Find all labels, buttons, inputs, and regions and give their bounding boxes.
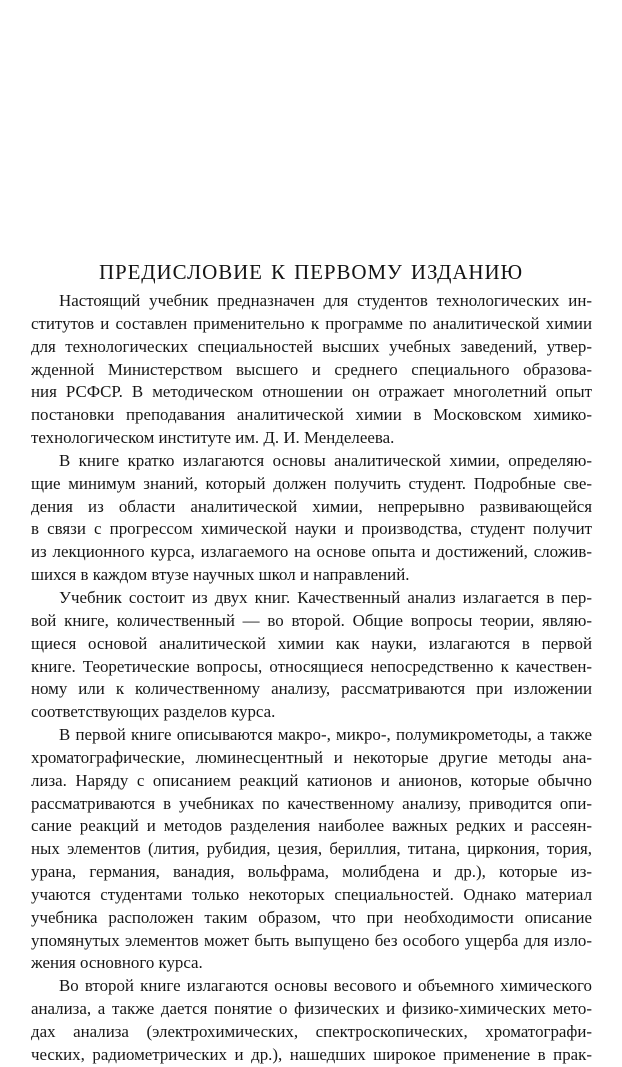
text-line: ститутов и составлен применительно к программе по аналитической химии	[31, 313, 592, 333]
text-line: ных элементов (лития, рубидия, цезия, бериллия, титана, циркония, тория,	[31, 839, 592, 859]
text-line: жения основного курса.	[31, 953, 203, 973]
text-line: ному или к количественному анализу, рассматриваются при изложении	[31, 679, 592, 699]
text-line: Настоящий учебник предназначен для студентов технологических ин-	[59, 291, 592, 310]
text-line: В первой книге описываются макро-, микро-, полумикрометоды, а также	[59, 725, 592, 745]
text-line: книге. Теоретические вопросы, относящиеся непосредственно к качествен-	[31, 656, 592, 676]
text-line: урана, германия, ванадия, вольфрама, молибдена и др.), которые из-	[31, 862, 592, 882]
text-line: Во второй книге излагаются основы весового и объемного химического	[59, 976, 592, 996]
text-line: из лекционного курса, излагаемого на основе опыта и достижений, сложив-	[31, 542, 592, 562]
paragraph	[31, 975, 592, 1066]
text-line: хроматографические, люминесцентный и некоторые другие методы ана-	[31, 747, 592, 767]
text-line: упомянутых элементов может быть выпущено без особого ущерба для изло-	[31, 930, 592, 950]
text-line: учаются студентами только некоторых специальностей. Однако материал	[31, 884, 592, 904]
text-line: анализа, а также дается понятие о физических и физико-химических мето-	[31, 999, 592, 1019]
text-line: сание реакций и методов разделения наиболее важных редких и рассеян-	[31, 816, 592, 836]
preface-body	[31, 290, 592, 1067]
text-line: для технологических специальностей высших учебных заведений, утвер-	[31, 336, 592, 356]
text-line: жденной Министерством высшего и среднего специального образова-	[31, 359, 592, 379]
text-line: учебника расположен таким образом, что при необходимости описание	[31, 907, 592, 927]
page-title: ПРЕДИСЛОВИЕ К ПЕРВОМУ ИЗДАНИЮ	[98, 260, 524, 284]
text-line: технологическом институте им. Д. И. Менделеева.	[31, 428, 395, 448]
text-line: вой книге, количественный — во второй. Общие вопросы теории, являю-	[31, 610, 592, 630]
paragraph	[31, 587, 592, 724]
text-line: соответствующих разделов курса.	[31, 702, 276, 722]
text-line: ческих, радиометрических и др.), нашедших широкое применение в прак-	[31, 1044, 592, 1064]
text-line: шихся в каждом втузе научных школ и направлений.	[31, 565, 410, 585]
paragraph	[31, 450, 592, 587]
text-line: в связи с прогрессом химической науки и производства, студент получит	[31, 519, 592, 539]
text-line: дения из области аналитической химии, непрерывно развивающейся	[31, 496, 592, 516]
paragraph	[31, 290, 592, 450]
text-line: щие минимум знаний, который должен получить студент. Подробные све-	[31, 473, 592, 493]
text-line: ния РСФСР. В методическом отношении он отражает многолетний опыт	[31, 382, 592, 402]
paragraph	[31, 724, 592, 975]
text-line: дах анализа (электрохимических, спектроскопических, хроматографи-	[31, 1022, 592, 1041]
text-line: щиеся основой аналитической химии как науки, излагаются в первой	[31, 633, 592, 653]
text-line: постановки преподавания аналитической химии в Московском химико-	[31, 405, 592, 425]
text-line: В книге кратко излагаются основы аналитической химии, определяю-	[59, 450, 592, 470]
text-line: рассматриваются в учебниках по качественному анализу, приводится опи-	[31, 793, 592, 813]
text-line: лиза. Наряду с описанием реакций катионов и анионов, которые обычно	[31, 770, 592, 790]
text-line: Учебник состоит из двух книг. Качественный анализ излагается в пер-	[59, 587, 592, 607]
